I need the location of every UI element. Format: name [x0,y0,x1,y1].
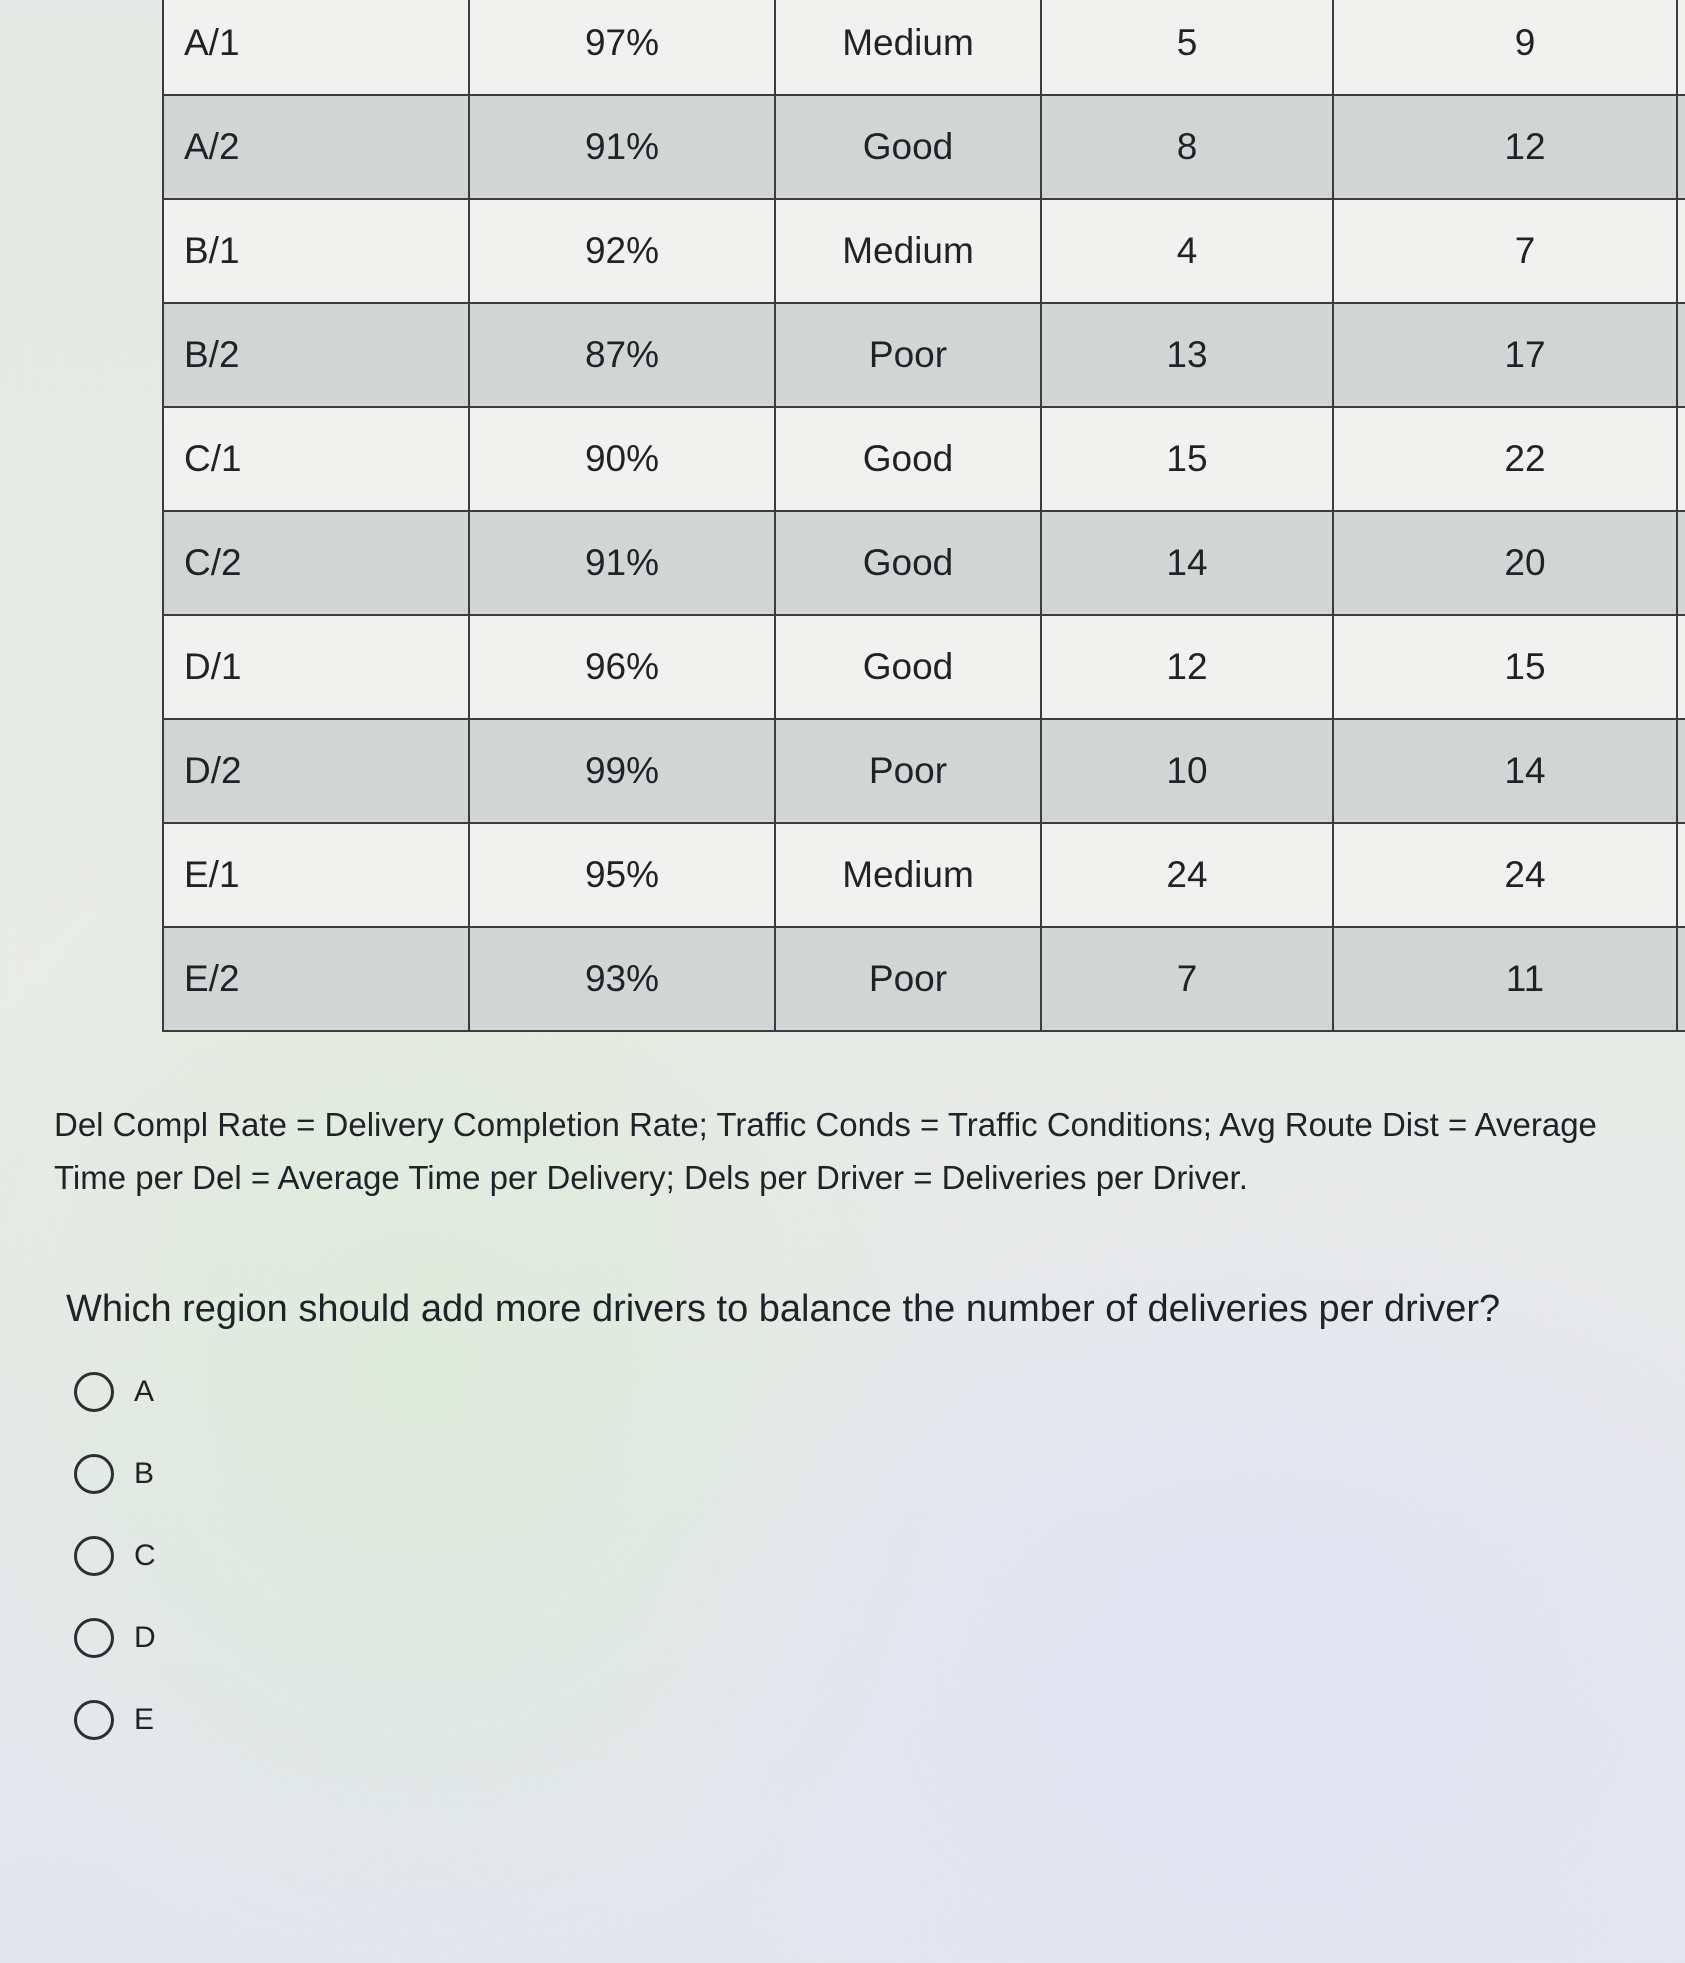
time-per-delivery-cell: 14 [1333,719,1677,823]
completion-rate-cell: 87% [469,303,775,407]
option-label: D [134,1621,156,1654]
radio-button[interactable] [74,1700,114,1740]
truncated-cell [1677,0,1685,95]
time-per-delivery-cell: 22 [1333,407,1677,511]
time-per-delivery-cell: 9 [1333,0,1677,95]
answer-options [74,1370,156,1780]
table-row [163,823,1685,927]
traffic-cell: Medium [775,823,1041,927]
route-distance-cell: 14 [1041,511,1333,615]
completion-rate-cell: 99% [469,719,775,823]
region-cell: C/2 [163,511,469,615]
truncated-cell [1677,407,1685,511]
region-cell: A/2 [163,95,469,199]
time-per-delivery-cell: 7 [1333,199,1677,303]
time-per-delivery-cell: 24 [1333,823,1677,927]
route-distance-cell: 24 [1041,823,1333,927]
option-label: C [134,1539,156,1572]
option-a[interactable] [74,1370,156,1414]
truncated-cell [1677,95,1685,199]
region-cell: D/1 [163,615,469,719]
truncated-cell [1677,511,1685,615]
table-row [163,303,1685,407]
truncated-cell [1677,719,1685,823]
radio-button[interactable] [74,1454,114,1494]
time-per-delivery-cell: 15 [1333,615,1677,719]
completion-rate-cell: 96% [469,615,775,719]
traffic-cell: Poor [775,927,1041,1031]
abbreviation-legend [54,1098,1684,1204]
traffic-cell: Good [775,407,1041,511]
region-cell: C/1 [163,407,469,511]
region-cell: B/2 [163,303,469,407]
region-cell: A/1 [163,0,469,95]
route-distance-cell: 13 [1041,303,1333,407]
truncated-cell [1677,303,1685,407]
traffic-cell: Poor [775,303,1041,407]
route-distance-cell: 8 [1041,95,1333,199]
time-per-delivery-cell: 17 [1333,303,1677,407]
table-row [163,511,1685,615]
traffic-cell: Good [775,615,1041,719]
truncated-cell [1677,823,1685,927]
completion-rate-cell: 95% [469,823,775,927]
table-row [163,0,1685,95]
option-b[interactable] [74,1452,156,1496]
traffic-cell: Poor [775,719,1041,823]
radio-button[interactable] [74,1372,114,1412]
completion-rate-cell: 91% [469,511,775,615]
traffic-cell: Medium [775,199,1041,303]
region-cell: B/1 [163,199,469,303]
time-per-delivery-cell: 12 [1333,95,1677,199]
truncated-cell [1677,615,1685,719]
truncated-cell [1677,199,1685,303]
completion-rate-cell: 90% [469,407,775,511]
route-distance-cell: 5 [1041,0,1333,95]
table-row [163,615,1685,719]
question-text: Which region should add more drivers to balance the number of deliveries per driver? [66,1288,1501,1330]
region-cell: E/2 [163,927,469,1031]
route-distance-cell: 15 [1041,407,1333,511]
option-label: E [134,1703,155,1736]
table-row [163,927,1685,1031]
table-row [163,719,1685,823]
completion-rate-cell: 97% [469,0,775,95]
truncated-cell [1677,927,1685,1031]
route-distance-cell: 7 [1041,927,1333,1031]
legend-line-2: Time per Del = Average Time per Delivery; Dels per Driver = Deliveries per Driver. [54,1159,1248,1196]
time-per-delivery-cell: 20 [1333,511,1677,615]
option-c[interactable] [74,1534,156,1578]
traffic-cell: Medium [775,0,1041,95]
option-label: B [134,1457,155,1490]
radio-button[interactable] [74,1536,114,1576]
route-distance-cell: 12 [1041,615,1333,719]
legend-line-1: Del Compl Rate = Delivery Completion Rate; Traffic Conds = Traffic Conditions; Avg Route Dist = Average [54,1106,1597,1143]
traffic-cell: Good [775,95,1041,199]
route-distance-cell: 4 [1041,199,1333,303]
table-row [163,95,1685,199]
option-e[interactable] [74,1698,156,1742]
completion-rate-cell: 92% [469,199,775,303]
option-d[interactable] [74,1616,156,1660]
region-data-table [162,0,1685,1032]
route-distance-cell: 10 [1041,719,1333,823]
region-cell: E/1 [163,823,469,927]
traffic-cell: Good [775,511,1041,615]
completion-rate-cell: 93% [469,927,775,1031]
table-row [163,199,1685,303]
table-row [163,407,1685,511]
completion-rate-cell: 91% [469,95,775,199]
radio-button[interactable] [74,1618,114,1658]
option-label: A [134,1375,155,1408]
time-per-delivery-cell: 11 [1333,927,1677,1031]
region-cell: D/2 [163,719,469,823]
